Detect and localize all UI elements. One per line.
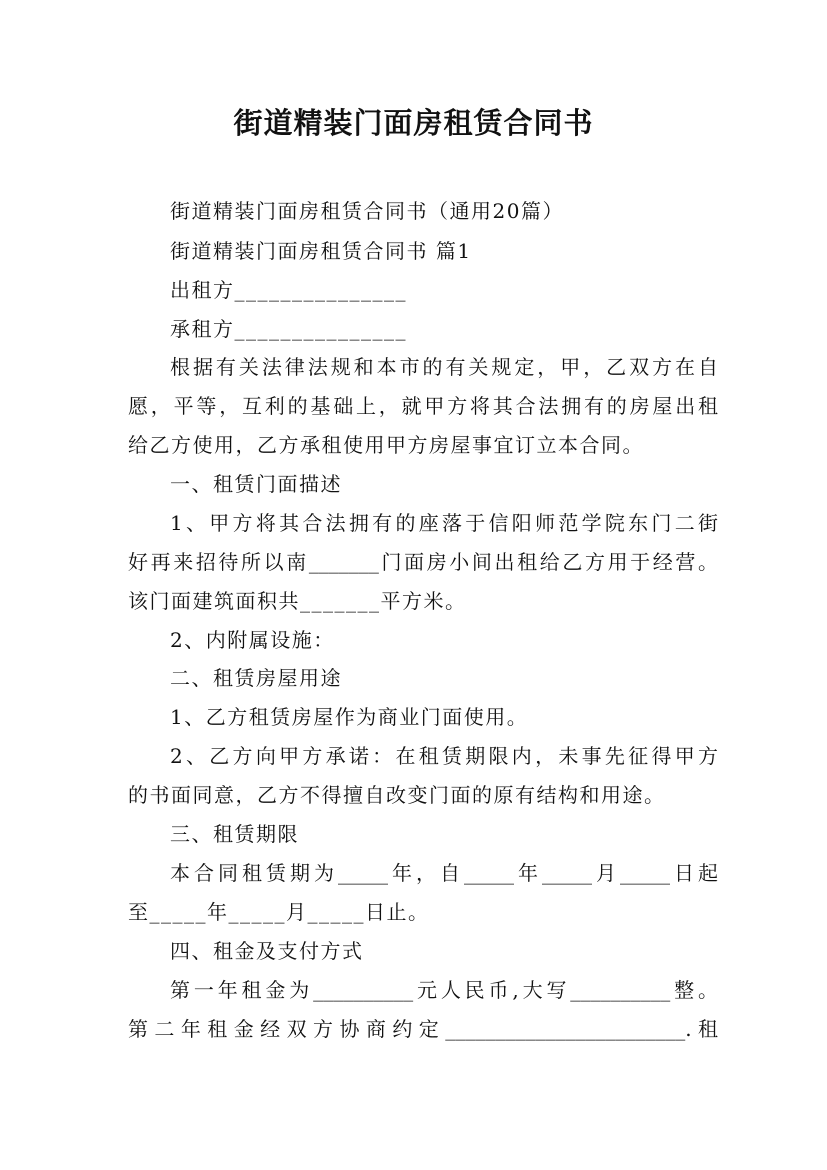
doc-line-paragraph: 1、乙方租赁房屋作为商业门面使用。 [170, 705, 529, 729]
doc-line-paragraph: 给乙方使用，乙方承租使用甲方房屋事宜订立本合同。 [128, 433, 644, 457]
doc-line-paragraph: 2、乙方向甲方承诺：在租赁期限内，未事先征得甲方 [170, 744, 718, 768]
doc-line-heading: 一、租赁门面描述 [170, 472, 342, 496]
doc-line-paragraph: 2、内附属设施： [170, 628, 335, 652]
doc-line-paragraph: 第二年租金经双方协商约定________________________.租 [128, 1017, 718, 1041]
doc-line-paragraph: 至_____年_____月_____日止。 [128, 900, 430, 924]
doc-line-paragraph: 的书面同意，乙方不得擅自改变门面的原有结构和用途。 [128, 783, 666, 807]
doc-line-lessor: 出租方_______________ [170, 278, 407, 302]
doc-line-subtitle: 街道精装门面房租赁合同书（通用20篇） [170, 199, 564, 223]
doc-line-paragraph: 第一年租金为__________元人民币,大写__________整。 [170, 978, 718, 1002]
doc-line-paragraph: 好再来招待所以南_______门面房小间出租给乙方用于经营。 [128, 550, 718, 574]
doc-line-heading: 四、租金及支付方式 [170, 939, 364, 963]
doc-line-paragraph: 愿，平等，互利的基础上，就甲方将其合法拥有的房屋出租 [128, 394, 718, 418]
doc-line-paragraph: 本合同租赁期为_____年，自_____年_____月_____日起 [170, 861, 718, 885]
doc-line-paragraph: 该门面建筑面积共_______平方米。 [128, 589, 467, 613]
doc-line-paragraph: 根据有关法律法规和本市的有关规定，甲，乙双方在自 [170, 355, 718, 379]
document-title: 街道精装门面房租赁合同书 [233, 106, 594, 140]
doc-line-lessee: 承租方_______________ [170, 317, 407, 341]
doc-line-heading: 三、租赁期限 [170, 822, 299, 846]
doc-line-heading: 二、租赁房屋用途 [170, 666, 342, 690]
doc-line-section-heading: 街道精装门面房租赁合同书 篇1 [170, 239, 472, 263]
doc-line-paragraph: 1、甲方将其合法拥有的座落于信阳师范学院东门二街 [170, 511, 718, 535]
